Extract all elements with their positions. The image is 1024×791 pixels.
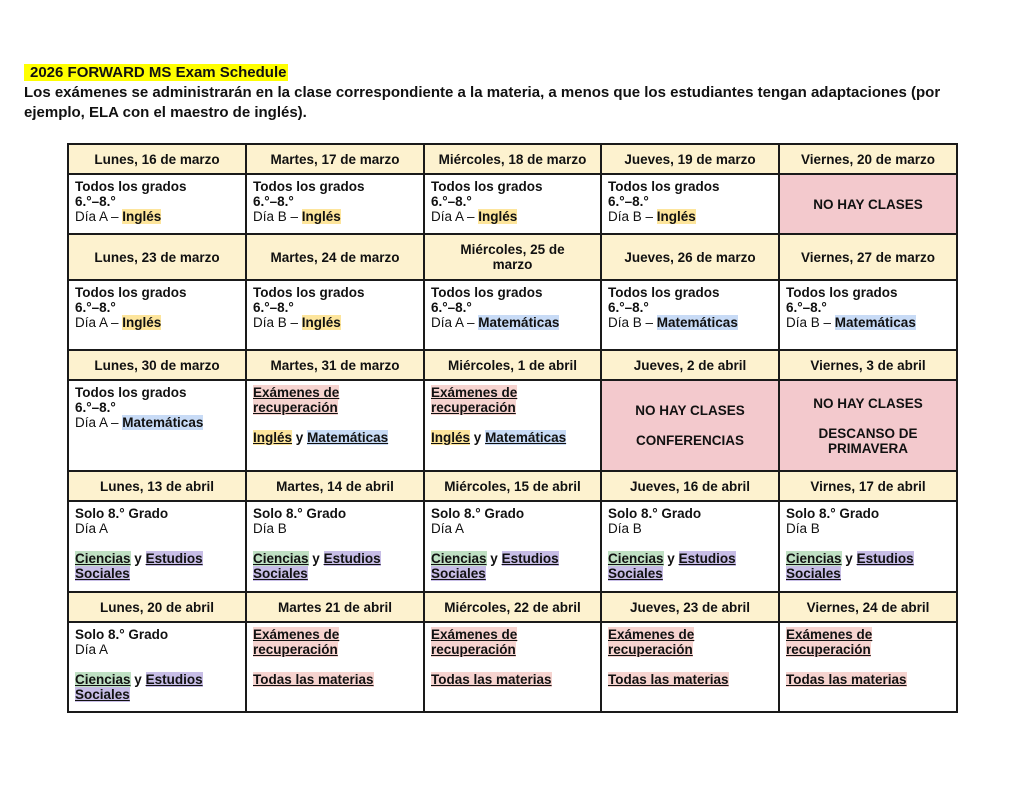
date-cell: Miércoles, 1 de abril: [424, 350, 601, 380]
subject-matematicas: Matemáticas: [122, 415, 204, 430]
exam-cell: [246, 280, 424, 350]
day-subject: [75, 415, 239, 430]
subject-all: Todas las materias: [608, 672, 729, 687]
recovery-text: Exámenes de recuperación: [786, 627, 873, 657]
exam-cell: [68, 280, 246, 350]
recovery-text: Exámenes de recuperación: [253, 627, 340, 657]
recovery-text: Exámenes de recuperación: [431, 385, 518, 415]
grade-scope: Todos los grados: [75, 285, 187, 300]
exam-cell: [601, 174, 779, 234]
exam-cell: [424, 622, 601, 712]
exam-cell: [246, 174, 424, 234]
grade-range: 6.°–8.°: [431, 194, 472, 209]
date-row: [68, 592, 957, 622]
day-subject: [431, 315, 594, 330]
grade-scope: Solo 8.° Grado: [786, 506, 880, 521]
subject-ciencias: Ciencias: [75, 672, 131, 687]
grade-scope: Solo 8.° Grado: [75, 506, 169, 521]
exam-row: [68, 622, 957, 712]
grade-range: 6.°–8.°: [75, 194, 116, 209]
no-classes-cell: [779, 380, 957, 471]
conjunction: y: [845, 551, 853, 566]
conferences-label: CONFERENCIAS: [635, 433, 744, 448]
subject-estudios-sociales: Estudios Sociales: [786, 551, 914, 581]
grade-scope: Todos los grados: [608, 179, 720, 194]
subjects-line: [75, 551, 239, 581]
subject-ingles: Inglés: [253, 430, 293, 445]
day-subject: [253, 209, 417, 224]
date-cell: Viernes, 24 de abril: [779, 592, 957, 622]
date-row: [68, 234, 957, 280]
date-cell: Martes, 24 de marzo: [246, 234, 424, 280]
grade-range: 6.°–8.°: [608, 194, 649, 209]
subject-estudios-sociales: Estudios Sociales: [75, 672, 203, 702]
day-label: Día B –: [608, 315, 657, 330]
subject-estudios-sociales: Estudios Sociales: [431, 551, 559, 581]
spring-break-label: DESCANSO DE PRIMAVERA: [818, 425, 918, 456]
day-label: Día A: [431, 521, 465, 536]
date-cell: Lunes, 13 de abril: [68, 471, 246, 501]
day-label: Día B: [786, 521, 820, 536]
exam-cell: [779, 501, 957, 592]
exam-cell: [246, 501, 424, 592]
subject-ingles: Inglés: [122, 315, 162, 330]
day-label: Día B: [608, 521, 642, 536]
exam-schedule-table: [67, 143, 958, 713]
date-cell: Viernes, 27 de marzo: [779, 234, 957, 280]
date-cell: Jueves, 2 de abril: [601, 350, 779, 380]
date-cell: Miércoles, 15 de abril: [424, 471, 601, 501]
day-label: Día B –: [253, 315, 302, 330]
subject-matematicas: Matemáticas: [478, 315, 560, 330]
recovery-label: [431, 385, 594, 415]
subject-ciencias: Ciencias: [786, 551, 842, 566]
date-row: [68, 350, 957, 380]
date-cell: Virnes, 17 de abril: [779, 471, 957, 501]
subjects-line: [253, 551, 417, 581]
exam-row: [68, 380, 957, 471]
subjects-line: [431, 430, 594, 445]
subject-ingles: Inglés: [301, 315, 341, 330]
date-cell: Lunes, 20 de abril: [68, 592, 246, 622]
date-cell: Jueves, 19 de marzo: [601, 144, 779, 174]
day-label: Día B: [253, 521, 287, 536]
conjunction: y: [134, 551, 142, 566]
day-label: Día A: [75, 642, 109, 657]
recovery-text: Exámenes de recuperación: [253, 385, 340, 415]
subject-all: Todas las materias: [253, 672, 374, 687]
grade-scope: Todos los grados: [75, 179, 187, 194]
day-subject: [75, 315, 239, 330]
conjunction: y: [295, 430, 304, 445]
date-row: [68, 471, 957, 501]
date-cell: Jueves, 26 de marzo: [601, 234, 779, 280]
exam-cell: [601, 501, 779, 592]
subject-ciencias: Ciencias: [253, 551, 309, 566]
exam-cell: [68, 622, 246, 712]
subject-ciencias: Ciencias: [75, 551, 131, 566]
no-classes-label: NO HAY CLASES: [813, 395, 923, 411]
subject-matematicas: Matemáticas: [656, 315, 738, 330]
date-cell: Lunes, 30 de marzo: [68, 350, 246, 380]
date-cell: Miércoles, 18 de marzo: [424, 144, 601, 174]
exam-row: [68, 174, 957, 234]
grade-scope: Todos los grados: [253, 179, 365, 194]
grade-range: 6.°–8.°: [253, 300, 294, 315]
exam-cell: [246, 380, 424, 471]
no-classes-label: NO HAY CLASES: [635, 403, 745, 418]
exam-row: [68, 501, 957, 592]
date-cell: Jueves, 23 de abril: [601, 592, 779, 622]
day-subject: [608, 315, 772, 330]
exam-cell: [424, 380, 601, 471]
grade-scope: Todos los grados: [431, 285, 543, 300]
conjunction: y: [490, 551, 498, 566]
grade-scope: Solo 8.° Grado: [608, 506, 702, 521]
conjunction: y: [312, 551, 320, 566]
subject-ciencias: Ciencias: [608, 551, 664, 566]
subjects-line: [608, 551, 772, 581]
exam-row: [68, 280, 957, 350]
day-label: Día A –: [431, 315, 479, 330]
day-label: Día B –: [608, 209, 657, 224]
exam-cell: [424, 280, 601, 350]
exam-cell: [68, 380, 246, 471]
grade-scope: Todos los grados: [431, 179, 543, 194]
recovery-text: Exámenes de recuperación: [431, 627, 518, 657]
recovery-label: [253, 627, 417, 657]
date-cell: Viernes, 20 de marzo: [779, 144, 957, 174]
subjects-line: [253, 430, 417, 445]
subjects-line: [253, 672, 417, 687]
recovery-label: [608, 627, 772, 657]
document-subtitle: Los exámenes se administrarán en la clase correspondiente a la materia, a menos que los estudiantes tengan adaptaciones (por ejemplo, ELA con el maestro de inglés).: [24, 84, 941, 121]
exam-cell: [779, 622, 957, 712]
day-subject: [75, 209, 239, 224]
day-label: Día A –: [431, 209, 479, 224]
grade-scope: Solo 8.° Grado: [75, 627, 169, 642]
day-label: Día A –: [75, 209, 123, 224]
date-cell: Martes, 31 de marzo: [246, 350, 424, 380]
day-subject: [608, 209, 772, 224]
subject-ingles: Inglés: [478, 209, 518, 224]
grade-scope: Todos los grados: [75, 385, 187, 400]
subjects-line: [431, 672, 594, 687]
day-subject: [431, 209, 594, 224]
no-classes-cell: [779, 174, 957, 234]
recovery-label: [253, 385, 417, 415]
date-cell: Lunes, 23 de marzo: [68, 234, 246, 280]
subject-ingles: Inglés: [431, 430, 471, 445]
subjects-line: [75, 672, 239, 702]
recovery-text: Exámenes de recuperación: [608, 627, 695, 657]
subject-estudios-sociales: Estudios Sociales: [608, 551, 736, 581]
subject-estudios-sociales: Estudios Sociales: [75, 551, 203, 581]
document-header: [24, 64, 1004, 123]
subject-matematicas: Matemáticas: [834, 315, 916, 330]
conjunction: y: [473, 430, 482, 445]
grade-scope: Todos los grados: [786, 285, 898, 300]
subjects-line: [786, 551, 950, 581]
date-cell: Martes, 17 de marzo: [246, 144, 424, 174]
no-classes-cell: [601, 380, 779, 471]
conjunction: y: [667, 551, 675, 566]
date-cell: Viernes, 3 de abril: [779, 350, 957, 380]
grade-range: 6.°–8.°: [253, 194, 294, 209]
date-cell: Miércoles, 25 de marzo: [424, 234, 601, 280]
exam-cell: [424, 501, 601, 592]
date-cell: Martes, 14 de abril: [246, 471, 424, 501]
subject-ingles: Inglés: [122, 209, 162, 224]
grade-scope: Solo 8.° Grado: [253, 506, 347, 521]
recovery-label: [786, 627, 950, 657]
exam-cell: [779, 280, 957, 350]
exam-cell: [246, 622, 424, 712]
date-cell: Miércoles, 22 de abril: [424, 592, 601, 622]
grade-scope: Solo 8.° Grado: [431, 506, 525, 521]
document-title: 2026 FORWARD MS Exam Schedule: [24, 64, 288, 81]
conjunction: y: [134, 672, 142, 687]
date-cell: Lunes, 16 de marzo: [68, 144, 246, 174]
recovery-label: [431, 627, 594, 657]
day-subject: [253, 315, 417, 330]
subject-ingles: Inglés: [301, 209, 341, 224]
subject-ciencias: Ciencias: [431, 551, 487, 566]
exam-cell: [68, 174, 246, 234]
exam-cell: [601, 280, 779, 350]
date-row: [68, 144, 957, 174]
grade-range: 6.°–8.°: [786, 300, 827, 315]
subject-all: Todas las materias: [786, 672, 907, 687]
subject-all: Todas las materias: [431, 672, 552, 687]
day-label: Día A: [75, 521, 109, 536]
subjects-line: [786, 672, 950, 687]
subjects-line: [431, 551, 594, 581]
no-classes-label: NO HAY CLASES: [813, 196, 923, 212]
day-label: Día B –: [253, 209, 302, 224]
date-cell: Martes 21 de abril: [246, 592, 424, 622]
day-label: Día B –: [786, 315, 835, 330]
grade-scope: Todos los grados: [608, 285, 720, 300]
subject-matematicas: Matemáticas: [485, 430, 567, 445]
grade-range: 6.°–8.°: [431, 300, 472, 315]
day-label: Día A –: [75, 415, 123, 430]
grade-range: 6.°–8.°: [608, 300, 649, 315]
day-subject: [786, 315, 950, 330]
exam-cell: [424, 174, 601, 234]
subject-ingles: Inglés: [656, 209, 696, 224]
grade-range: 6.°–8.°: [75, 300, 116, 315]
day-label: Día A –: [75, 315, 123, 330]
subject-matematicas: Matemáticas: [307, 430, 389, 445]
date-cell: Jueves, 16 de abril: [601, 471, 779, 501]
exam-cell: [68, 501, 246, 592]
grade-scope: Todos los grados: [253, 285, 365, 300]
subjects-line: [608, 672, 772, 687]
subject-estudios-sociales: Estudios Sociales: [253, 551, 381, 581]
exam-cell: [601, 622, 779, 712]
grade-range: 6.°–8.°: [75, 400, 116, 415]
